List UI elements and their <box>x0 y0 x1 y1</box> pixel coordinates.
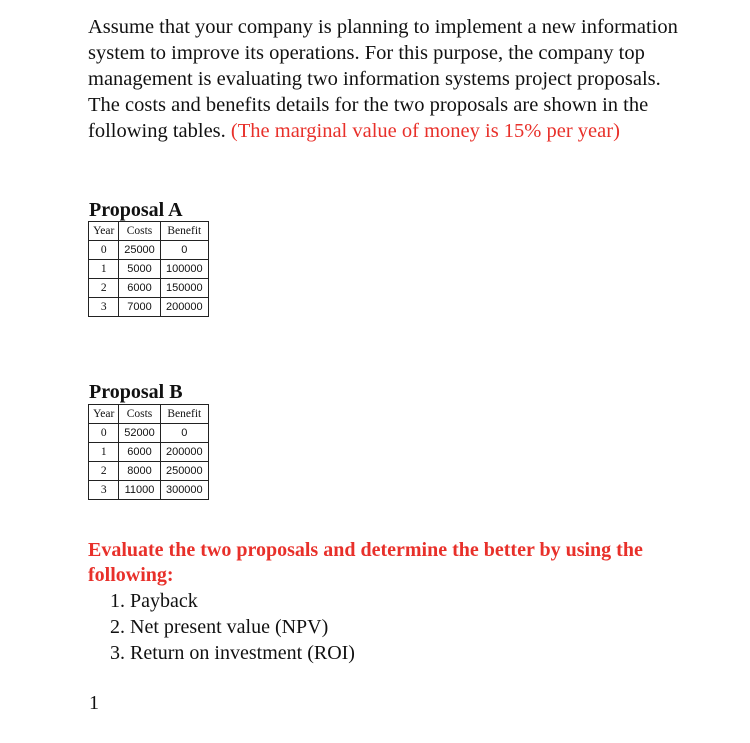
header-year: Year <box>89 222 119 241</box>
page-number: 1 <box>89 692 99 714</box>
list-item: 3. Return on investment (ROI) <box>110 642 355 664</box>
proposal-a-table <box>88 221 209 317</box>
header-costs: Costs <box>119 405 160 424</box>
cell-costs: 11000 <box>119 481 160 500</box>
header-year: Year <box>89 405 119 424</box>
cell-costs: 7000 <box>119 298 160 317</box>
table-row <box>89 260 209 279</box>
cell-year: 3 <box>89 298 119 317</box>
cell-costs: 6000 <box>119 279 160 298</box>
cell-benefit: 0 <box>160 241 208 260</box>
table-row <box>89 462 209 481</box>
cell-year: 3 <box>89 481 119 500</box>
cell-year: 0 <box>89 241 119 260</box>
cell-benefit: 100000 <box>160 260 208 279</box>
cell-year: 0 <box>89 424 119 443</box>
cell-year: 1 <box>89 260 119 279</box>
cell-costs: 8000 <box>119 462 160 481</box>
cell-costs: 6000 <box>119 443 160 462</box>
list-item: 2. Net present value (NPV) <box>110 616 329 638</box>
cell-benefit: 300000 <box>160 481 208 500</box>
proposal-a-title: Proposal A <box>89 199 183 221</box>
list-item: 1. Payback <box>110 590 198 612</box>
header-benefit: Benefit <box>160 222 208 241</box>
cell-benefit: 0 <box>160 424 208 443</box>
table-header-row <box>89 222 209 241</box>
cell-benefit: 200000 <box>160 298 208 317</box>
evaluation-list <box>110 588 355 666</box>
cell-costs: 5000 <box>119 260 160 279</box>
table-row <box>89 279 209 298</box>
evaluation-heading: Evaluate the two proposals and determine the better by using the following: <box>88 539 643 586</box>
header-benefit: Benefit <box>160 405 208 424</box>
table-row <box>89 481 209 500</box>
intro-note: (The marginal value of money is 15% per year) <box>230 120 620 142</box>
table-row <box>89 443 209 462</box>
header-costs: Costs <box>119 222 160 241</box>
table-row <box>89 241 209 260</box>
table-header-row <box>89 405 209 424</box>
cell-year: 2 <box>89 462 119 481</box>
intro-text: Assume that your company is planning to implement a new information system to improve its operations. For this purpose, the company top management is evaluating two information systems project proposals. The costs and benefits details for the two proposals are shown in the following tables. <box>88 16 678 142</box>
cell-costs: 52000 <box>119 424 160 443</box>
table-row <box>89 298 209 317</box>
proposal-b-title: Proposal B <box>89 381 183 403</box>
cell-year: 1 <box>89 443 119 462</box>
table-row <box>89 424 209 443</box>
cell-costs: 25000 <box>119 241 160 260</box>
intro-paragraph <box>88 14 688 144</box>
cell-year: 2 <box>89 279 119 298</box>
proposal-b-table <box>88 404 209 500</box>
cell-benefit: 250000 <box>160 462 208 481</box>
cell-benefit: 150000 <box>160 279 208 298</box>
cell-benefit: 200000 <box>160 443 208 462</box>
